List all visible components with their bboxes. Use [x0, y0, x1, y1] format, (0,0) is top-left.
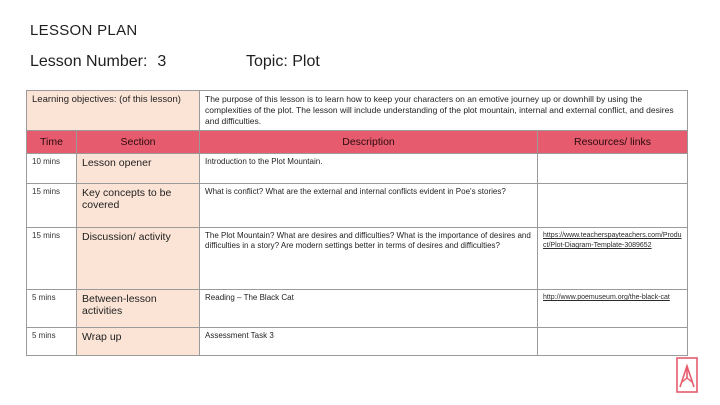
row-resources — [538, 154, 688, 184]
column-header-resources: Resources/ links — [538, 131, 688, 154]
column-header-description: Description — [200, 131, 538, 154]
lesson-number-label: Lesson Number: — [30, 53, 148, 70]
table-row — [27, 154, 688, 184]
row-description: Introduction to the Plot Mountain. — [200, 154, 538, 184]
row-section: Key concepts to be covered — [77, 184, 200, 228]
row-resources — [538, 184, 688, 228]
table-row — [27, 328, 688, 356]
objectives-row — [27, 91, 688, 131]
row-section: Wrap up — [77, 328, 200, 356]
row-description: The Plot Mountain? What are desires and difficulties? What is the importance of desires and difficulties in a story? Are modern settings better in terms of desires and difficulties? — [200, 228, 538, 290]
row-resources — [538, 228, 688, 290]
row-section: Lesson opener — [77, 154, 200, 184]
lesson-plan-table — [26, 90, 688, 356]
row-description: What is conflict? What are the external and internal conflicts evident in Poe's stories? — [200, 184, 538, 228]
lesson-number-value: 3 — [157, 53, 167, 70]
row-description: Reading – The Black Cat — [200, 290, 538, 328]
row-description: Assessment Task 3 — [200, 328, 538, 356]
brand-logo-icon — [676, 357, 698, 393]
row-time: 15 mins — [27, 228, 77, 290]
row-time: 5 mins — [27, 290, 77, 328]
table-row — [27, 184, 688, 228]
lesson-number — [30, 53, 166, 71]
row-time: 15 mins — [27, 184, 77, 228]
row-section: Discussion/ activity — [77, 228, 200, 290]
column-header-section: Section — [77, 131, 200, 154]
table-row — [27, 290, 688, 328]
table-row — [27, 228, 688, 290]
row-time: 10 mins — [27, 154, 77, 184]
objectives-text: The purpose of this lesson is to learn how to keep your characters on an emotive journey up or downhill by using the complexities of the plot. The lesson will include understanding of the plot mountain, internal and external conflict, and desires and difficulties. — [200, 91, 688, 131]
row-section: Between-lesson activities — [77, 290, 200, 328]
row-time: 5 mins — [27, 328, 77, 356]
row-resources — [538, 328, 688, 356]
column-header-time: Time — [27, 131, 77, 154]
resource-link-black-cat[interactable]: http://www.poemuseum.org/the-black-cat — [543, 294, 670, 301]
resource-link-plot-diagram[interactable]: https://www.teacherspayteachers.com/Product/Plot-Diagram-Template-3089652 — [543, 232, 682, 249]
lesson-topic: Topic: Plot — [246, 53, 320, 70]
objectives-label: Learning objectives: (of this lesson) — [27, 91, 200, 131]
page-title: LESSON PLAN — [30, 22, 138, 39]
table-header-row — [27, 131, 688, 154]
row-resources — [538, 290, 688, 328]
